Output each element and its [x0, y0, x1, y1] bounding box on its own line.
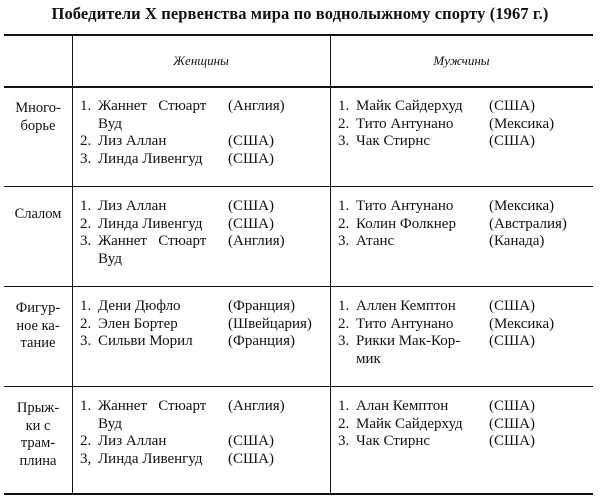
athlete-name: Жаннет Стюарт [98, 398, 207, 414]
place-number: 3. [80, 233, 92, 249]
place-number: 2. [338, 415, 350, 432]
athlete-country: (Англия) [228, 98, 285, 114]
list-item [338, 298, 588, 316]
athlete-name: Сильви Морил [98, 333, 193, 349]
athlete-country: (США) [489, 133, 535, 149]
place-number: 2. [338, 315, 350, 332]
athlete-name: Линда Ливенгуд [98, 215, 203, 232]
athlete-country: (США) [228, 150, 274, 167]
place-number: 1. [80, 198, 92, 214]
athlete-country: (США) [489, 98, 535, 114]
women-winners-list [80, 298, 326, 351]
athlete-name: Линда Ливенгуд [98, 150, 203, 167]
event-name-line: тание [20, 335, 56, 351]
athlete-country: (Франция) [228, 298, 295, 314]
place-number: 2. [338, 215, 350, 232]
athlete-country: (Мексика) [489, 115, 555, 132]
athlete-country: (Мексика) [489, 198, 555, 214]
athlete-name: Лиз Аллан [98, 133, 167, 149]
athlete-name-continued [80, 251, 326, 269]
athlete-name: Элен Бортер [98, 315, 178, 332]
men-winners-list [338, 298, 588, 368]
athlete-name: Лиз Аллан [98, 198, 167, 214]
place-number: 2. [80, 215, 92, 232]
list-item [80, 316, 326, 334]
list-item [80, 298, 326, 316]
list-item [338, 398, 588, 416]
place-number: 2. [80, 433, 92, 449]
athlete-country: (США) [228, 198, 274, 214]
event-name [4, 100, 72, 135]
place-number: 3, [80, 450, 92, 467]
row-divider [4, 386, 593, 387]
place-number: 3. [80, 150, 92, 167]
place-number: 2. [80, 133, 92, 149]
athlete-name: Жаннет Стюарт [98, 233, 207, 249]
athlete-name-continuation: мик [356, 350, 381, 367]
event-name-line: Прыж- [16, 400, 60, 416]
place-number: 3. [80, 333, 92, 349]
list-item [338, 198, 588, 216]
place-number: 2. [80, 315, 92, 332]
list-item [338, 98, 588, 116]
athlete-name-continued [80, 116, 326, 134]
athlete-name: Тито Антунано [356, 115, 454, 132]
men-winners-list [338, 198, 588, 251]
event-name-line: ки с [25, 417, 51, 434]
event-name-line: плина [19, 452, 57, 469]
list-item [338, 316, 588, 334]
place-number: 3. [338, 433, 350, 449]
athlete-name: Жаннет Стюарт [98, 98, 207, 114]
place-number: 3. [338, 333, 350, 349]
list-item [80, 233, 326, 251]
athlete-country: (Швейцария) [228, 315, 312, 332]
event-name [4, 400, 72, 470]
athlete-country: (США) [228, 133, 274, 149]
athlete-name: Чак Стирнс [356, 433, 431, 449]
list-item [338, 233, 588, 251]
list-item [80, 333, 326, 351]
women-winners-list [80, 398, 326, 468]
men-winners-list [338, 98, 588, 151]
event-name-line: Слалом [14, 206, 62, 222]
header-divider [4, 86, 593, 88]
athlete-name: Аллен Кемптон [356, 298, 456, 314]
athlete-name-continuation: Вуд [98, 250, 122, 267]
athlete-name: Тито Антунано [356, 315, 454, 332]
list-item [80, 451, 326, 469]
women-winners-list [80, 198, 326, 268]
list-item [338, 133, 588, 151]
place-number: 1. [80, 98, 92, 114]
list-item [80, 216, 326, 234]
athlete-country: (Канада) [489, 233, 545, 249]
place-number: 1. [338, 298, 350, 314]
event-name-line: Много- [15, 100, 61, 116]
athlete-name: Майк Сайдерхуд [356, 98, 463, 114]
header-women: Женщины [173, 53, 229, 68]
header-men: Мужчины [433, 53, 490, 68]
athlete-country: (США) [489, 398, 535, 414]
list-item [80, 133, 326, 151]
athlete-name: Линда Ливенгуд [98, 450, 203, 467]
athlete-country: (Англия) [228, 233, 285, 249]
athlete-name: Рикки Мак-Кор- [356, 333, 461, 349]
event-name [4, 206, 72, 224]
athlete-name-continued [338, 351, 588, 369]
women-winners-list [80, 98, 326, 168]
athlete-name: Колин Фолкнер [356, 215, 456, 232]
athlete-country: (США) [228, 450, 274, 467]
athlete-name: Тито Антунано [356, 198, 454, 214]
place-number: 1. [80, 398, 92, 414]
athlete-country: (США) [228, 433, 274, 449]
athlete-name-continuation: Вуд [98, 115, 122, 132]
list-item [80, 198, 326, 216]
athlete-country: (США) [489, 333, 535, 349]
list-item [338, 116, 588, 134]
athlete-name: Майк Сайдерхуд [356, 415, 463, 432]
athlete-name-continued [80, 416, 326, 434]
event-name [4, 300, 72, 353]
athlete-name: Атанс [356, 233, 395, 249]
athlete-name: Дени Дюфло [98, 298, 181, 314]
column-divider-sport [72, 36, 73, 493]
winners-table [4, 34, 593, 495]
list-item [80, 151, 326, 169]
event-name-line: Фигур- [15, 300, 61, 316]
athlete-name: Лиз Аллан [98, 433, 167, 449]
list-item [80, 398, 326, 416]
athlete-country: (США) [489, 298, 535, 314]
event-name-line: трам- [20, 435, 56, 451]
place-number: 2. [338, 115, 350, 132]
athlete-country: (США) [228, 215, 274, 232]
list-item [338, 416, 588, 434]
list-item [80, 433, 326, 451]
athlete-country: (Франция) [228, 333, 295, 349]
place-number: 1. [338, 198, 350, 214]
list-item [338, 333, 588, 351]
athlete-country: (Мексика) [489, 315, 555, 332]
athlete-country: (Англия) [228, 398, 285, 414]
list-item [338, 433, 588, 451]
table-title: Победители X первенства мира по воднолыжному спорту (1967 г.) [51, 4, 549, 23]
column-divider-men [330, 36, 331, 493]
athlete-country: (Австралия) [489, 215, 567, 232]
place-number: 3. [338, 133, 350, 149]
place-number: 1. [338, 398, 350, 414]
men-winners-list [338, 398, 588, 451]
list-item [338, 216, 588, 234]
place-number: 1. [80, 298, 92, 314]
athlete-name: Алан Кемптон [356, 398, 449, 414]
row-divider [4, 186, 593, 187]
athlete-country: (США) [489, 433, 535, 449]
list-item [80, 98, 326, 116]
athlete-name-continuation: Вуд [98, 415, 122, 432]
row-divider [4, 286, 593, 287]
place-number: 1. [338, 98, 350, 114]
event-name-line: борье [20, 117, 56, 134]
athlete-country: (США) [489, 415, 535, 432]
athlete-name: Чак Стирнс [356, 133, 431, 149]
event-name-line: ное ка- [16, 317, 60, 334]
place-number: 3. [338, 233, 350, 249]
